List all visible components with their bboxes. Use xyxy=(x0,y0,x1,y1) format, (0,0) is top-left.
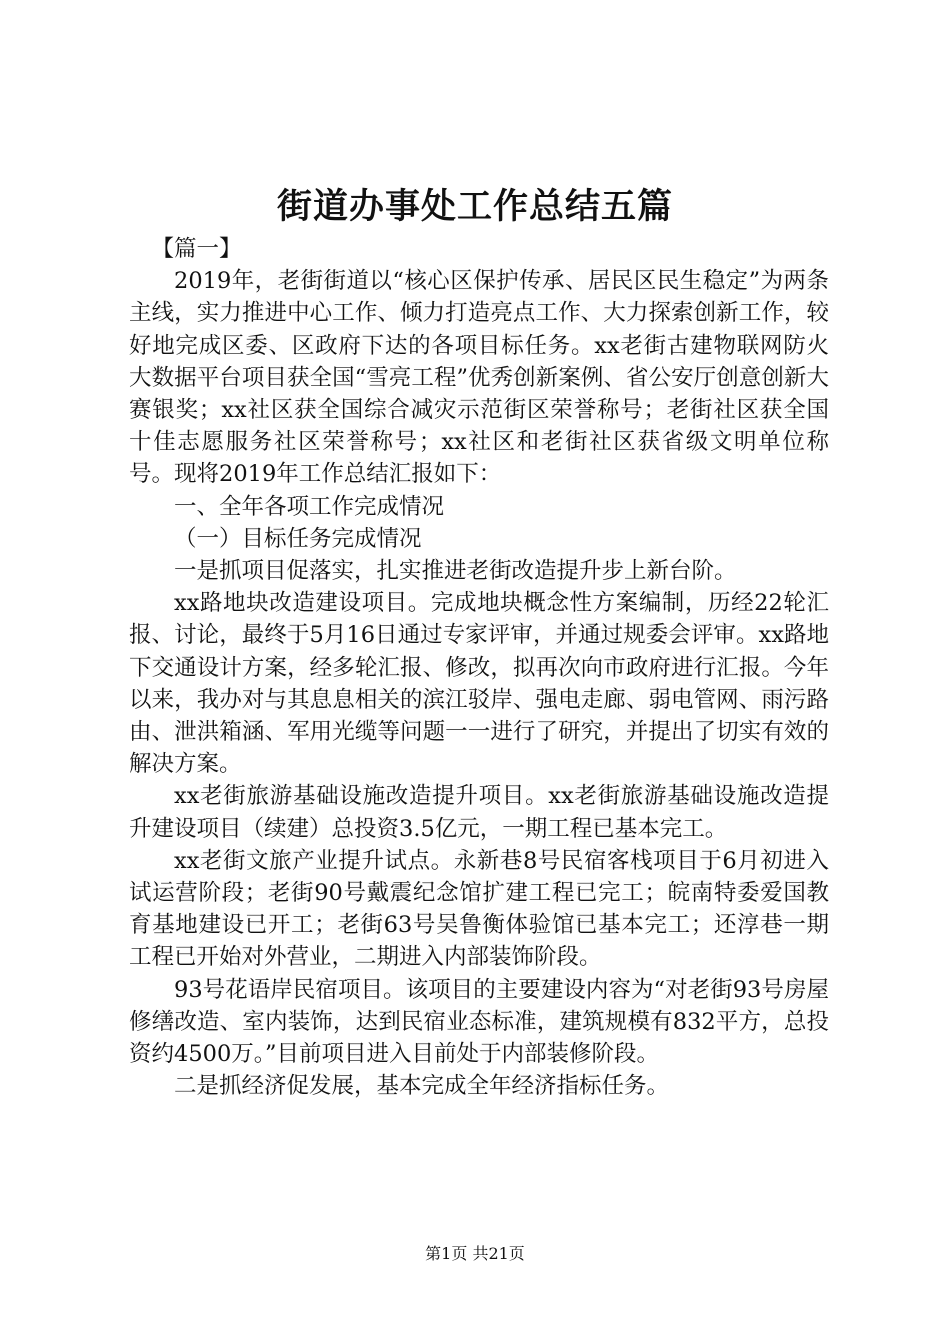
paragraph: 一是抓项目促落实，扎实推进老街改造提升步上新台阶。 xyxy=(174,558,737,585)
document-body xyxy=(129,233,829,1102)
section-marker: 【篇一】 xyxy=(151,236,242,262)
paragraph: 一、全年各项工作完成情况 xyxy=(174,493,445,520)
document-title: 街道办事处工作总结五篇 xyxy=(276,186,673,227)
paragraph: xx老街文旅产业提升试点。永新巷8号民宿客栈项目于6月初进入试运营阶段；老街90号戴震纪念馆扩建工程已完工；皖南特委爱国教育基地建设已开工；老街63号吴鲁衡体验馆已基本完工；还淳巷一期工程已开始对外营业，二期进入内部装饰阶段。 xyxy=(129,847,829,971)
page-footer: 第1页 共21页 xyxy=(425,1244,525,1263)
paragraph: 二是抓经济促发展，基本完成全年经济指标任务。 xyxy=(174,1073,670,1100)
paragraph: 2019年，老街街道以“核心区保护传承、居民区民生稳定”为两条主线，实力推进中心工作、倾力打造亮点工作、大力探索创新工作，较好地完成区委、区政府下达的各项目标任务。xx老街古建物联网防火大数据平台项目获全国“雪亮工程”优秀创新案例、省公安厅创意创新大赛银奖；xx社区获全国综合减灾示范街区荣誉称号；老街社区获全国十佳志愿服务社区荣誉称号；xx社区和老街社区获省级文明单位称号。现将2019年工作总结汇报如下： xyxy=(129,268,829,488)
paragraph: （一）目标任务完成情况 xyxy=(174,525,422,552)
paragraph: xx老街旅游基础设施改造提升项目。xx老街旅游基础设施改造提升建设项目（续建）总投资3.5亿元，一期工程已基本完工。 xyxy=(129,783,829,842)
paragraph: xx路地块改造建设项目。完成地块概念性方案编制，历经22轮汇报、讨论，最终于5月16日通过专家评审，并通过规委会评审。xx路地下交通设计方案，经多轮汇报、修改，拟再次向市政府进行汇报。今年以来，我办对与其息息相关的滨江驳岸、强电走廊、弱电管网、雨污路由、泄洪箱涵、军用光缆等问题一一进行了研究，并提出了切实有效的解决方案。 xyxy=(129,590,829,778)
paragraph: 93号花语岸民宿项目。该项目的主要建设内容为“对老街93号房屋修缮改造、室内装饰，达到民宿业态标准，建筑规模有832平方，总投资约4500万。”目前项目进入目前处于内部装修阶段。 xyxy=(129,976,829,1068)
